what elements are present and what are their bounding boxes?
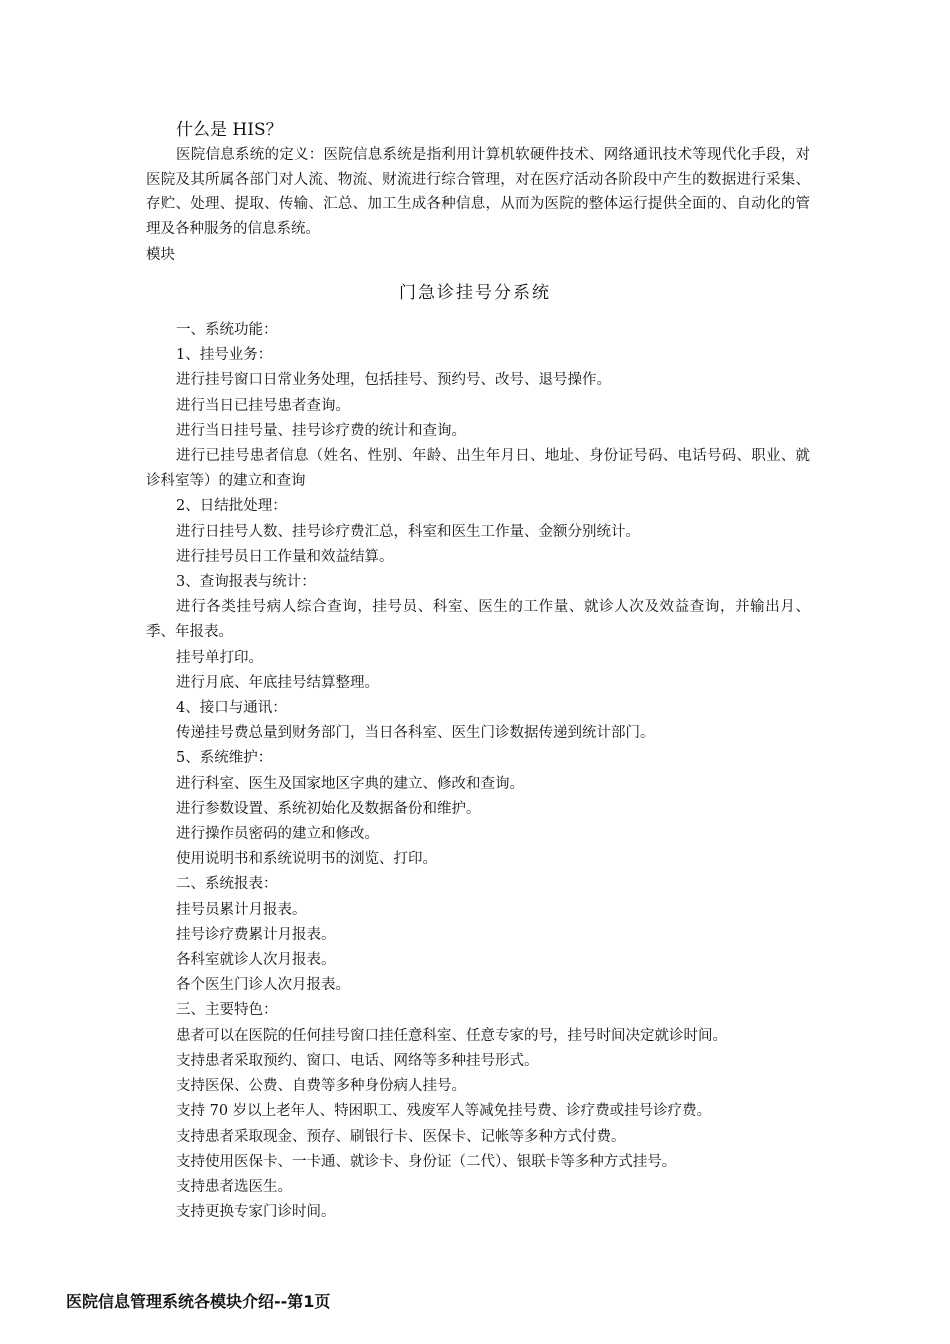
- paragraph: 各科室就诊人次月报表。: [176, 952, 336, 969]
- paragraph: 4、接口与通讯：: [176, 700, 287, 717]
- paragraph: 进行各类挂号病人综合查询，挂号员、科室、医生的工作量、就诊人次及效益查询，并输出月、季、年报表。: [146, 599, 810, 641]
- paragraph: 支持 70 岁以上老年人、特困职工、残废军人等减免挂号费、诊疗费或挂号诊疗费。: [176, 1103, 712, 1120]
- paragraph: 进行日挂号人数、挂号诊疗费汇总，科室和医生工作量、金额分别统计。: [176, 523, 640, 540]
- paragraph: 患者可以在医院的任何挂号窗口挂任意科室、任意专家的号，挂号时间决定就诊时间。: [176, 1027, 727, 1044]
- paragraph: 传递挂号费总量到财务部门，当日各科室、医生门诊数据传递到统计部门。: [176, 725, 655, 742]
- paragraph: 5、系统维护：: [176, 750, 273, 767]
- paragraph: 支持医保、公费、自费等多种身份病人挂号。: [176, 1078, 466, 1095]
- page-heading: 什么是 HIS？: [176, 120, 283, 140]
- paragraph: 使用说明书和系统说明书的浏览、打印。: [176, 851, 437, 868]
- paragraph: 挂号诊疗费累计月报表。: [176, 926, 336, 943]
- paragraph: 支持使用医保卡、一卡通、就诊卡、身份证（二代）、银联卡等多种方式挂号。: [176, 1153, 677, 1170]
- paragraph: 进行操作员密码的建立和修改。: [176, 826, 379, 843]
- paragraph: 1、挂号业务：: [176, 347, 273, 364]
- paragraph: 挂号单打印。: [176, 649, 263, 666]
- paragraph: 支持患者采取预约、窗口、电话、网络等多种挂号形式。: [176, 1052, 539, 1069]
- paragraph: 进行挂号窗口日常业务处理，包括挂号、预约号、改号、退号操作。: [176, 372, 611, 389]
- paragraph: 进行参数设置、系统初始化及数据备份和维护。: [176, 800, 481, 817]
- paragraph: 支持更换专家门诊时间。: [176, 1204, 336, 1221]
- section-body: [146, 318, 810, 1225]
- paragraph: 支持患者采取现金、预存、刷银行卡、医保卡、记帐等多种方式付费。: [176, 1128, 626, 1145]
- section-title: 门急诊挂号分系统: [399, 283, 551, 303]
- paragraph: 一、系统功能：: [176, 322, 278, 338]
- paragraph: 支持患者选医生。: [176, 1178, 292, 1195]
- paragraph: 进行当日已挂号患者查询。: [176, 397, 350, 414]
- paragraph: 二、系统报表：: [176, 876, 278, 893]
- paragraph: 进行当日挂号量、挂号诊疗费的统计和查询。: [176, 422, 466, 439]
- module-label: 模块: [146, 247, 175, 263]
- paragraph: 三、主要特色：: [176, 1002, 278, 1019]
- paragraph: 各个医生门诊人次月报表。: [176, 977, 350, 994]
- page-footer: 医院信息管理系统各模块介绍--第1页: [66, 1292, 331, 1311]
- paragraph: 进行已挂号患者信息（姓名、性别、年龄、出生年月日、地址、身份证号码、电话号码、职业、就诊科室等）的建立和查询: [146, 448, 810, 490]
- his-definition: 医院信息系统的定义：医院信息系统是指利用计算机软硬件技术、网络通讯技术等现代化手段，对医院及其所属各部门对人流、物流、财流进行综合管理，对在医疗活动各阶段中产生的数据进行采集、存贮、处理、提取、传输、汇总、加工生成各种信息，从而为医院的整体运行提供全面的、自动化的管理及各种服务的信息系统。: [146, 147, 810, 237]
- paragraph: 挂号员累计月报表。: [176, 901, 307, 918]
- paragraph: 进行月底、年底挂号结算整理。: [176, 674, 379, 691]
- paragraph: 进行科室、医生及国家地区字典的建立、修改和查询。: [176, 775, 524, 792]
- paragraph: 进行挂号员日工作量和效益结算。: [176, 548, 394, 565]
- paragraph: 3、查询报表与统计：: [176, 574, 316, 591]
- paragraph: 2、日结批处理：: [176, 498, 287, 515]
